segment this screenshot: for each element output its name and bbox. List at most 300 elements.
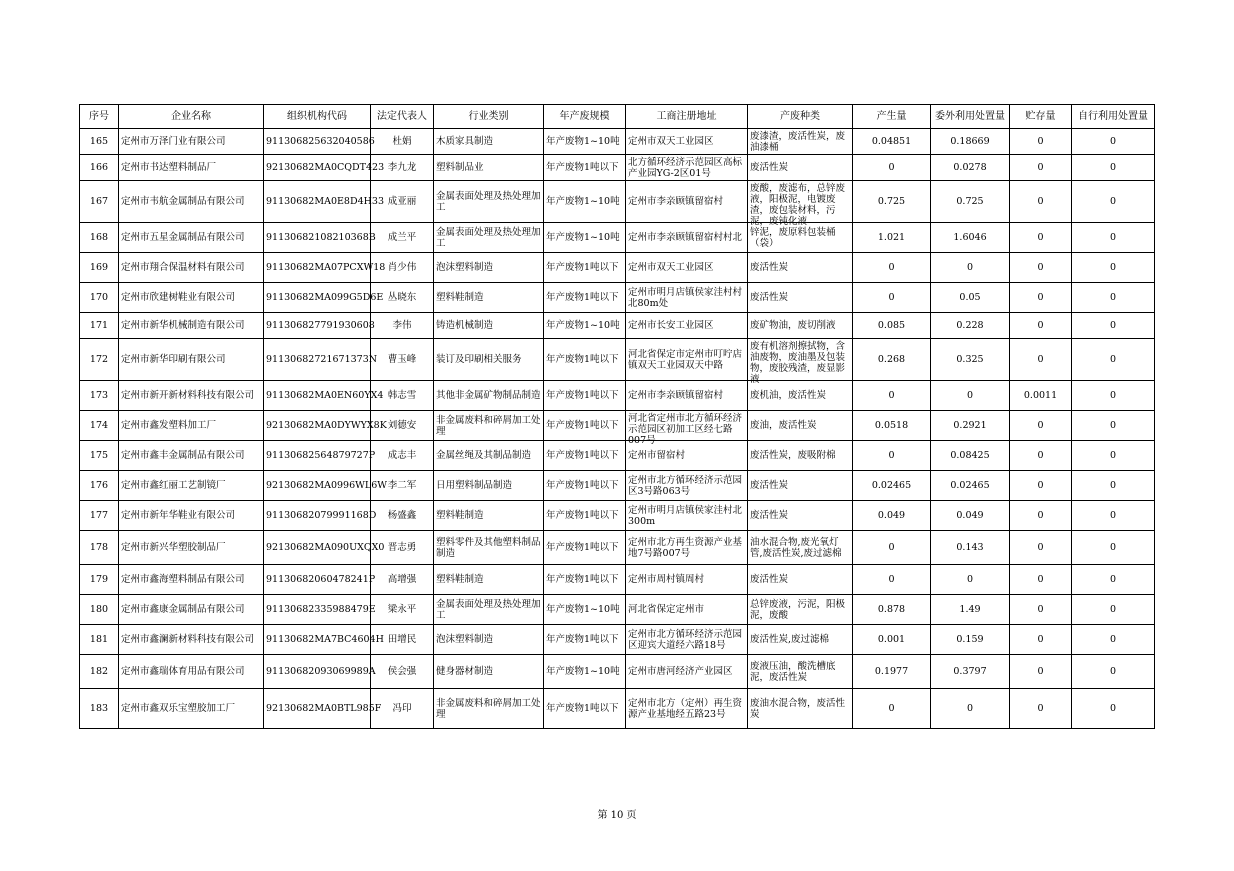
cell-industry-text: 金属表面处理及热处理加工 — [436, 190, 541, 213]
cell-outsourced-text: 0 — [966, 703, 974, 714]
cell-industry-text: 非金属废料和碎屑加工处理 — [436, 414, 541, 437]
cell-self-disposed-text: 0 — [1109, 320, 1117, 331]
cell-annual-scale-text: 年产废物1吨以下 — [546, 450, 619, 461]
cell-address — [626, 655, 748, 689]
cell-generated — [853, 441, 931, 471]
table-row — [80, 471, 1155, 501]
cell-org-code — [264, 313, 375, 339]
cell-org-code-text: 91130682079991168D — [266, 510, 377, 521]
cell-generated-text: 0.0518 — [874, 420, 909, 431]
cell-stored-text: 0 — [1037, 510, 1044, 521]
cell-stored-text: 0 — [1037, 262, 1044, 273]
cell-address — [626, 565, 748, 595]
cell-org-code — [264, 129, 375, 155]
cell-annual-scale — [544, 625, 626, 655]
cell-legal-rep — [371, 339, 434, 381]
cell-waste-types — [748, 411, 853, 441]
cell-org-code — [264, 339, 378, 381]
cell-legal-rep — [371, 565, 434, 595]
cell-generated-text: 0.878 — [877, 604, 906, 615]
cell-address-text: 定州市北方再生资源产业基地7号路007号 — [628, 536, 743, 559]
cell-self-disposed-text: 0 — [1109, 262, 1117, 273]
cell-company-name-text: 定州市新华机械制造有限公司 — [121, 320, 245, 331]
cell-waste-types — [748, 501, 853, 531]
cell-waste-types — [748, 339, 853, 385]
cell-legal-rep — [371, 501, 434, 531]
cell-outsourced-text: 0.0278 — [953, 162, 987, 173]
cell-annual-scale-text: 年产废物1吨以下 — [546, 703, 619, 714]
cell-org-code — [264, 283, 384, 313]
cell-industry — [434, 223, 544, 253]
cell-address — [626, 531, 748, 565]
cell-industry-text: 金属表面处理及热处理加工 — [436, 598, 541, 621]
cell-outsourced-text: 0.325 — [956, 354, 984, 365]
cell-industry — [434, 313, 544, 339]
cell-waste-types-text: 废漆渣，废活性炭，废油漆桶 — [750, 130, 846, 153]
cell-stored — [1010, 283, 1072, 313]
cell-legal-rep — [371, 313, 434, 339]
cell-stored — [1010, 689, 1072, 729]
cell-industry-text: 泡沫塑料制造 — [436, 634, 494, 645]
cell-generated-text: 1.021 — [877, 232, 906, 243]
cell-stored-text: 0 — [1037, 420, 1044, 431]
cell-annual-scale-text: 年产废物1吨以下 — [546, 292, 619, 303]
cell-waste-types-text: 总锌废液，污泥，阳极泥，废酸 — [750, 598, 846, 621]
cell-annual-scale-text: 年产废物1吨以下 — [546, 420, 619, 431]
cell-org-code — [264, 625, 384, 655]
cell-company-name-text: 定州市欣建树鞋业有限公司 — [121, 292, 236, 303]
cell-stored-text: 0 — [1037, 703, 1044, 714]
cell-industry — [434, 531, 544, 565]
cell-waste-types-text: 废活性炭 — [750, 292, 789, 303]
cell-legal-rep-text: 晋志勇 — [387, 542, 417, 553]
cell-self-disposed — [1072, 655, 1155, 689]
cell-address-text: 定州市明月店镇侯家洼村村北80m处 — [628, 286, 743, 309]
cell-stored-text: 0 — [1037, 162, 1044, 173]
cell-annual-scale — [544, 155, 626, 181]
cell-company-name — [119, 565, 264, 595]
table-body — [80, 129, 1155, 729]
cell-stored-text: 0 — [1037, 196, 1044, 207]
table-row — [80, 253, 1155, 283]
cell-org-code — [264, 381, 384, 411]
cell-org-code — [264, 223, 376, 253]
cell-self-disposed — [1072, 129, 1155, 155]
cell-address — [626, 313, 748, 339]
cell-self-disposed — [1072, 339, 1155, 381]
cell-index — [80, 313, 119, 339]
cell-legal-rep — [371, 441, 434, 471]
cell-waste-types-text: 油水混合物,废光氧灯管,废活性炭,废过滤棉 — [750, 536, 842, 559]
cell-generated — [853, 381, 931, 411]
cell-self-disposed — [1072, 181, 1155, 223]
cell-org-code — [264, 565, 376, 595]
cell-outsourced-text: 0 — [966, 390, 974, 401]
cell-annual-scale-text: 年产废物1吨以下 — [546, 510, 619, 521]
cell-generated — [853, 181, 931, 223]
cell-outsourced — [931, 689, 1010, 729]
cell-stored — [1010, 655, 1072, 689]
cell-stored-text: 0 — [1037, 634, 1044, 645]
cell-self-disposed — [1072, 689, 1155, 729]
cell-industry-text: 非金属废料和碎屑加工处理 — [436, 697, 541, 720]
table-row — [80, 441, 1155, 471]
cell-address-text: 定州市留宿村 — [628, 450, 686, 461]
cell-self-disposed — [1072, 411, 1155, 441]
cell-index-text: 182 — [89, 666, 109, 677]
header-stored: 贮存量 — [1010, 105, 1072, 129]
cell-waste-types — [748, 441, 853, 471]
cell-index-text: 169 — [89, 262, 109, 273]
cell-index — [80, 501, 119, 531]
cell-outsourced — [931, 471, 1010, 501]
cell-waste-types — [748, 313, 853, 339]
cell-stored-text: 0 — [1037, 136, 1044, 147]
cell-company-name-text: 定州市新年华鞋业有限公司 — [121, 510, 236, 521]
cell-legal-rep — [371, 655, 434, 689]
cell-index-text: 172 — [89, 354, 109, 365]
cell-org-code-text: 91130682335988479E — [266, 604, 376, 615]
cell-company-name — [119, 283, 264, 313]
cell-annual-scale — [544, 223, 626, 253]
cell-stored — [1010, 129, 1072, 155]
header-row — [80, 105, 1155, 129]
cell-address — [626, 381, 748, 411]
cell-generated-text: 0 — [888, 390, 895, 401]
cell-company-name — [119, 625, 264, 655]
header-industry: 行业类别 — [434, 105, 544, 129]
cell-generated-text: 0.1977 — [874, 666, 909, 677]
cell-outsourced — [931, 441, 1010, 471]
cell-org-code-text: 91130682MA7BC4604H — [266, 634, 384, 645]
cell-outsourced — [931, 381, 1010, 411]
cell-company-name-text: 定州市新开新材料科技有限公司 — [121, 390, 255, 401]
cell-org-code-text: 91130682MA0EN60YX4 — [266, 390, 384, 401]
cell-industry — [434, 253, 544, 283]
cell-org-code — [264, 689, 382, 729]
cell-industry — [434, 595, 544, 625]
cell-industry-text: 塑料零件及其他塑料制品制造 — [436, 536, 541, 559]
cell-annual-scale — [544, 411, 626, 441]
cell-legal-rep-text: 曹玉峰 — [387, 354, 417, 365]
cell-legal-rep-text: 李九龙 — [387, 162, 417, 173]
cell-index — [80, 381, 119, 411]
cell-index-text: 165 — [89, 136, 109, 147]
table-row — [80, 381, 1155, 411]
cell-org-code-text: 91130682MA0E8D4H33 — [266, 196, 384, 207]
cell-annual-scale-text: 年产废物1~10吨 — [546, 320, 620, 331]
table-row — [80, 531, 1155, 565]
table-row — [80, 283, 1155, 313]
cell-annual-scale — [544, 565, 626, 595]
cell-outsourced — [931, 655, 1010, 689]
cell-company-name-text: 定州市鑫海塑料制品有限公司 — [121, 574, 245, 585]
header-index: 序号 — [80, 105, 119, 129]
cell-annual-scale — [544, 471, 626, 501]
cell-annual-scale — [544, 129, 626, 155]
cell-legal-rep-text: 梁永平 — [387, 604, 417, 615]
cell-org-code-text: 91130682093069989A — [266, 666, 376, 677]
cell-index — [80, 129, 119, 155]
cell-legal-rep-text: 李二军 — [387, 480, 417, 491]
cell-industry-text: 其他非金属矿物制品制造 — [436, 390, 541, 401]
cell-address — [626, 155, 748, 181]
cell-annual-scale-text: 年产废物1吨以下 — [546, 480, 619, 491]
cell-org-code — [264, 411, 387, 441]
cell-stored-text: 0 — [1037, 480, 1044, 491]
cell-address-text: 定州市北方（定州）再生资源产业基地经五路23号 — [628, 697, 743, 720]
cell-self-disposed — [1072, 565, 1155, 595]
cell-waste-types — [748, 625, 853, 655]
cell-stored — [1010, 565, 1072, 595]
cell-outsourced — [931, 181, 1010, 223]
cell-address-text: 定州市北方循环经济示范园区迎宾大道经六路18号 — [628, 628, 743, 651]
header-legal-rep: 法定代表人 — [371, 105, 434, 129]
cell-org-code-text: 91130682564879727P — [266, 450, 376, 461]
cell-annual-scale-text: 年产废物1吨以下 — [546, 574, 619, 585]
cell-waste-types-text: 废矿物油，废切削液 — [750, 320, 836, 331]
cell-industry — [434, 155, 544, 181]
cell-org-code-text: 911306827791930608 — [266, 320, 375, 331]
cell-annual-scale — [544, 441, 626, 471]
cell-industry-text: 泡沫塑料制造 — [436, 262, 494, 273]
cell-annual-scale — [544, 313, 626, 339]
cell-org-code — [264, 155, 385, 181]
cell-address — [626, 129, 748, 155]
cell-outsourced — [931, 253, 1010, 283]
cell-generated — [853, 501, 931, 531]
cell-annual-scale — [544, 689, 626, 729]
cell-company-name — [119, 471, 264, 501]
table-row — [80, 223, 1155, 253]
cell-self-disposed — [1072, 441, 1155, 471]
cell-waste-types-text: 废机油，废活性炭 — [750, 390, 827, 401]
cell-self-disposed-text: 0 — [1109, 634, 1117, 645]
cell-annual-scale — [544, 381, 626, 411]
cell-generated — [853, 339, 931, 381]
cell-industry — [434, 501, 544, 531]
cell-outsourced-text: 0.08425 — [950, 450, 990, 461]
cell-stored — [1010, 253, 1072, 283]
cell-index — [80, 655, 119, 689]
cell-waste-types — [748, 531, 853, 565]
cell-waste-types — [748, 595, 853, 625]
cell-industry — [434, 381, 544, 411]
cell-index-text: 179 — [89, 574, 109, 585]
cell-company-name-text: 定州市书达塑料制品厂 — [121, 162, 217, 173]
cell-outsourced-text: 0.725 — [956, 196, 984, 207]
cell-address-text: 定州市李亲顾镇留宿村村北 — [628, 232, 743, 243]
cell-legal-rep-text: 成志丰 — [387, 450, 417, 461]
cell-industry-text: 塑料鞋制造 — [436, 510, 484, 521]
cell-stored — [1010, 339, 1072, 381]
cell-annual-scale-text: 年产废物1~10吨 — [546, 604, 620, 615]
cell-stored — [1010, 531, 1072, 565]
header-org-code: 组织机构代码 — [264, 105, 371, 129]
cell-org-code — [264, 501, 377, 531]
table-row — [80, 565, 1155, 595]
cell-legal-rep-text: 侯会强 — [387, 666, 417, 677]
cell-org-code-text: 92130682MA0BTL985F — [266, 703, 382, 714]
cell-outsourced-text: 0.143 — [956, 542, 984, 553]
cell-org-code-text: 92130682MA0CQDT423 — [266, 162, 385, 173]
cell-stored-text: 0 — [1037, 542, 1044, 553]
cell-self-disposed-text: 0 — [1109, 510, 1117, 521]
cell-generated — [853, 223, 931, 253]
cell-company-name — [119, 181, 264, 223]
cell-self-disposed — [1072, 155, 1155, 181]
cell-legal-rep — [371, 595, 434, 625]
cell-generated — [853, 625, 931, 655]
cell-outsourced — [931, 565, 1010, 595]
cell-self-disposed-text: 0 — [1109, 666, 1117, 677]
cell-self-disposed-text: 0 — [1109, 292, 1117, 303]
cell-waste-types — [748, 565, 853, 595]
cell-waste-types — [748, 129, 853, 155]
cell-industry-text: 装订及印刷相关服务 — [436, 354, 522, 365]
header-waste-types: 产废种类 — [748, 105, 853, 129]
cell-generated-text: 0 — [888, 292, 895, 303]
cell-outsourced — [931, 531, 1010, 565]
cell-address — [626, 625, 748, 655]
cell-outsourced-text: 0 — [966, 574, 974, 585]
cell-outsourced — [931, 411, 1010, 441]
cell-self-disposed-text: 0 — [1109, 232, 1117, 243]
cell-index-text: 177 — [89, 510, 109, 521]
cell-generated-text: 0.268 — [877, 354, 906, 365]
cell-self-disposed — [1072, 381, 1155, 411]
cell-company-name — [119, 253, 264, 283]
cell-industry-text: 日用塑料制品制造 — [436, 480, 513, 491]
cell-index — [80, 689, 119, 729]
cell-company-name-text: 定州市新华印刷有限公司 — [121, 354, 226, 365]
header-annual-scale: 年产废规模 — [544, 105, 626, 129]
cell-waste-types-text: 废有机溶剂擦拭物，含油废物，废油墨及包装物，废胶残渣，废显影液 — [750, 340, 846, 385]
cell-annual-scale-text: 年产废物1~10吨 — [546, 232, 620, 243]
cell-company-name-text: 定州市鑫康金属制品有限公司 — [121, 604, 245, 615]
cell-waste-types — [748, 181, 853, 227]
cell-generated-text: 0.04851 — [871, 136, 912, 147]
cell-legal-rep-text: 杜娟 — [392, 136, 412, 147]
cell-generated — [853, 155, 931, 181]
cell-self-disposed-text: 0 — [1109, 196, 1117, 207]
cell-index — [80, 441, 119, 471]
cell-annual-scale — [544, 501, 626, 531]
cell-index-text: 170 — [89, 292, 109, 303]
cell-company-name-text: 定州市韦航金属制品有限公司 — [121, 196, 245, 207]
cell-self-disposed — [1072, 253, 1155, 283]
cell-index-text: 166 — [89, 162, 109, 173]
cell-waste-types-text: 废活性炭 — [750, 480, 789, 491]
cell-industry-text: 塑料鞋制造 — [436, 292, 484, 303]
cell-stored-text: 0 — [1037, 320, 1044, 331]
cell-generated-text: 0.001 — [877, 634, 906, 645]
cell-generated-text: 0 — [888, 450, 895, 461]
cell-generated-text: 0 — [888, 162, 895, 173]
cell-industry-text: 塑料鞋制造 — [436, 574, 484, 585]
cell-company-name — [119, 155, 264, 181]
cell-annual-scale — [544, 181, 626, 223]
cell-org-code — [264, 441, 376, 471]
cell-industry-text: 木质家具制造 — [436, 136, 494, 147]
cell-org-code — [264, 655, 376, 689]
cell-legal-rep-text: 成亚丽 — [387, 196, 417, 207]
cell-waste-types — [748, 223, 853, 253]
cell-org-code-text: 92130682MA0DYWYX8K — [266, 420, 387, 431]
cell-address — [626, 471, 748, 501]
table-row — [80, 411, 1155, 441]
cell-company-name — [119, 655, 264, 689]
cell-address — [626, 253, 748, 283]
cell-company-name — [119, 441, 264, 471]
cell-address-text: 定州市双天工业园区 — [628, 136, 714, 147]
cell-waste-types — [748, 381, 853, 411]
cell-outsourced-text: 0.228 — [956, 320, 984, 331]
table-row — [80, 155, 1155, 181]
cell-generated-text: 0.725 — [877, 196, 906, 207]
cell-self-disposed — [1072, 595, 1155, 625]
header-address: 工商注册地址 — [626, 105, 748, 129]
cell-company-name-text: 定州市翔合保温材料有限公司 — [121, 262, 245, 273]
cell-index — [80, 411, 119, 441]
cell-generated — [853, 411, 931, 441]
cell-index — [80, 595, 119, 625]
cell-company-name — [119, 501, 264, 531]
cell-legal-rep — [371, 223, 434, 253]
cell-generated — [853, 655, 931, 689]
cell-self-disposed — [1072, 313, 1155, 339]
cell-org-code — [264, 531, 385, 565]
cell-industry — [434, 565, 544, 595]
cell-org-code-text: 91130682MA07PCXW18 — [266, 262, 386, 273]
cell-address-text: 定州市双天工业园区 — [628, 262, 714, 273]
cell-address-text: 定州市长安工业园区 — [628, 320, 714, 331]
cell-outsourced-text: 0 — [966, 262, 974, 273]
cell-outsourced — [931, 223, 1010, 253]
cell-generated — [853, 313, 931, 339]
cell-self-disposed-text: 0 — [1109, 542, 1117, 553]
cell-index-text: 175 — [89, 450, 109, 461]
cell-industry-text: 铸造机械制造 — [436, 320, 494, 331]
cell-annual-scale — [544, 283, 626, 313]
cell-address-text: 定州市李亲顾镇留宿村 — [628, 390, 724, 401]
cell-outsourced — [931, 339, 1010, 381]
cell-waste-types-text: 废油，废活性炭 — [750, 420, 817, 431]
cell-company-name — [119, 689, 264, 729]
cell-annual-scale-text: 年产废物1吨以下 — [546, 634, 619, 645]
cell-address-text: 定州市周村镇周村 — [628, 574, 705, 585]
cell-index — [80, 155, 119, 181]
cell-stored-text: 0 — [1037, 666, 1044, 677]
cell-generated-text: 0 — [888, 262, 895, 273]
cell-index — [80, 625, 119, 655]
cell-index-text: 181 — [89, 634, 109, 645]
cell-waste-types-text: 废活性炭,废过滤棉 — [750, 634, 830, 645]
cell-index-text: 171 — [89, 320, 109, 331]
cell-outsourced — [931, 129, 1010, 155]
cell-generated — [853, 283, 931, 313]
cell-stored-text: 0 — [1037, 574, 1044, 585]
cell-waste-types-text: 废酸，废滤布，总锌废液，阳极泥，电镀废渣，废包装材料，污泥，废钝化液 — [750, 182, 846, 227]
cell-self-disposed — [1072, 283, 1155, 313]
header-outsourced: 委外利用处置量 — [931, 105, 1010, 129]
cell-waste-types — [748, 471, 853, 501]
cell-industry — [434, 689, 544, 729]
cell-self-disposed-text: 0 — [1109, 604, 1117, 615]
header-self-disposed: 自行利用处置量 — [1072, 105, 1155, 129]
cell-legal-rep-text: 冯印 — [392, 703, 412, 714]
cell-stored-text: 0 — [1037, 232, 1044, 243]
